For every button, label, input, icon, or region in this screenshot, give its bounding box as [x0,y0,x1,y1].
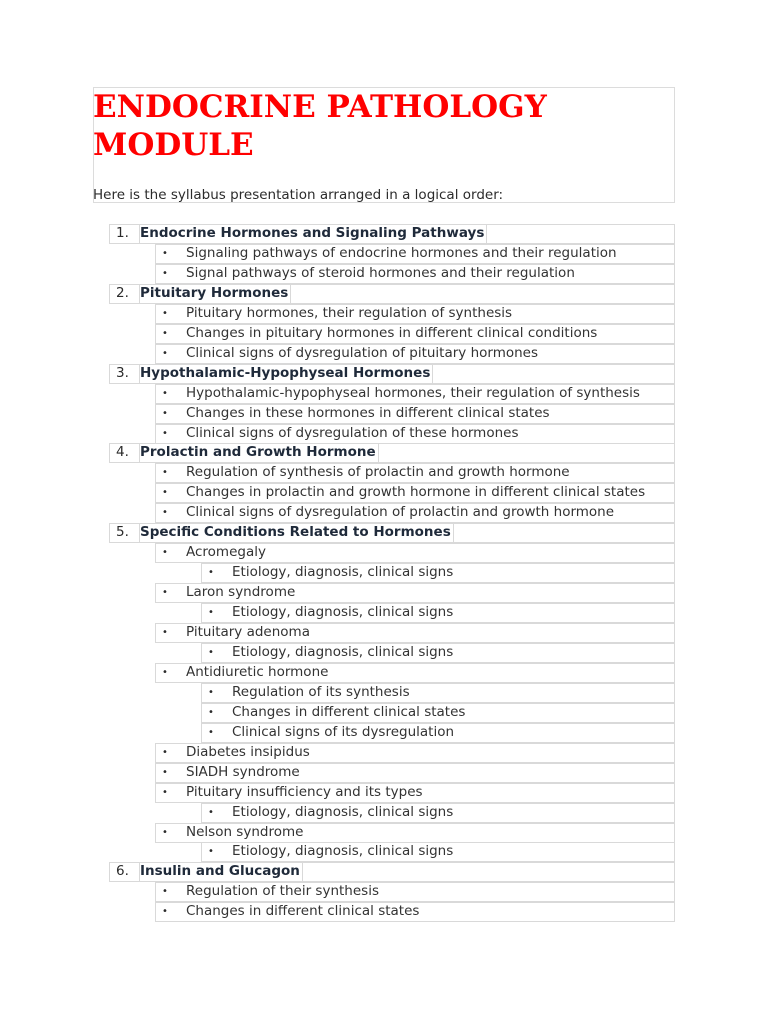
title-line-1: ENDOCRINE PATHOLOGY [93,89,547,125]
item-text: Acromegaly [186,544,266,561]
list-item [0,823,768,843]
list-item [0,503,768,523]
section-title: Insulin and Glucagon [139,862,303,881]
section-title: Pituitary Hormones [139,284,291,303]
list-item [0,424,768,444]
item-text: Signaling pathways of endocrine hormones and their regulation [186,244,617,261]
intro-text: Here is the syllabus presentation arranged in a logical order: [93,187,504,203]
bullet-icon: • [162,487,168,499]
list-item [0,404,768,424]
sub-item-text: Etiology, diagnosis, clinical signs [232,643,454,660]
sub-list-item [0,643,768,663]
list-item [0,384,768,404]
list-item [0,344,768,364]
item-text: SIADH syndrome [186,763,300,780]
section-heading-row [0,284,768,304]
bullet-icon: • [208,646,214,658]
section-heading-row [0,364,768,384]
list-item [0,763,768,783]
list-item [0,882,768,902]
bullet-icon: • [162,307,168,319]
bullet-icon: • [162,786,168,798]
section-number: 3. [116,364,129,381]
section-number: 1. [116,225,129,241]
list-item [0,244,768,264]
sub-item-text: Etiology, diagnosis, clinical signs [232,803,454,820]
list-item [0,264,768,284]
section-heading-row [0,224,768,244]
item-text: Changes in these hormones in different clinical states [186,404,550,421]
sub-list-item [0,842,768,862]
bullet-icon: • [162,507,168,519]
item-text: Regulation of synthesis of prolactin and growth hormone [186,464,570,481]
item-text: Pituitary hormones, their regulation of synthesis [186,304,513,321]
bullet-icon: • [162,627,168,638]
item-text: Nelson syndrome [186,823,304,840]
section-title: Specific Conditions Related to Hormones [139,523,454,542]
section-number: 5. [116,524,129,541]
item-text: Changes in prolactin and growth hormone in different clinical states [186,484,646,501]
bullet-icon: • [208,726,214,738]
item-text: Antidiuretic hormone [186,663,329,680]
item-text: Clinical signs of dysregulation of prolactin and growth hormone [186,504,615,521]
bullet-icon: • [162,407,168,419]
title-line-2: MODULE [93,127,254,163]
section-number: 6. [116,863,129,880]
bullet-icon: • [162,886,168,898]
list-item [0,783,768,803]
bullet-icon: • [162,347,168,359]
list-item [0,623,768,643]
list-item [0,663,768,683]
bullet-icon: • [162,766,168,778]
sub-item-text: Etiology, diagnosis, clinical signs [232,564,454,581]
bullet-icon: • [162,387,168,399]
item-text: Clinical signs of dysregulation of these hormones [186,424,519,441]
list-item [0,543,768,563]
list-item [0,902,768,922]
section-title: Endocrine Hormones and Signaling Pathways [139,224,487,243]
sub-item-text: Clinical signs of its dysregulation [232,723,455,740]
section-heading-row [0,862,768,882]
sub-item-text: Changes in different clinical states [232,703,466,720]
bullet-icon: • [162,906,168,918]
section-title: Hypothalamic-Hypophyseal Hormones [139,364,433,383]
list-item [0,583,768,603]
section-number: 2. [116,284,129,301]
bullet-icon: • [162,247,168,259]
list-item [0,483,768,503]
bullet-icon: • [162,826,168,838]
section-heading-row [0,523,768,543]
sub-list-item [0,563,768,583]
sub-list-item [0,803,768,823]
bullet-icon: • [208,706,214,718]
bullet-icon: • [162,267,168,279]
bullet-icon: • [162,587,168,599]
bullet-icon: • [208,567,214,579]
sub-list-item [0,723,768,743]
bullet-icon: • [162,427,168,439]
item-text: Diabetes insipidus [186,743,310,760]
bullet-icon: • [162,666,168,678]
sub-item-text: Regulation of its synthesis [232,683,410,700]
sub-list-item [0,683,768,703]
sub-item-text: Etiology, diagnosis, clinical signs [232,604,454,621]
item-text: Pituitary adenoma [186,624,310,640]
bullet-icon: • [162,746,168,758]
item-text: Changes in different clinical states [186,903,420,920]
item-text: Regulation of their synthesis [186,883,379,900]
list-item [0,463,768,483]
list-item [0,304,768,324]
list-item [0,324,768,344]
sub-list-item [0,703,768,723]
item-text: Laron syndrome [186,584,296,601]
bullet-icon: • [208,806,214,818]
section-heading-row [0,443,768,463]
section-title: Prolactin and Growth Hormone [139,443,379,462]
sub-item-text: Etiology, diagnosis, clinical signs [232,843,454,860]
bullet-icon: • [208,846,214,858]
section-number: 4. [116,444,129,461]
sub-list-item [0,603,768,623]
bullet-icon: • [162,547,168,559]
item-text: Pituitary insufficiency and its types [186,783,423,800]
bullet-icon: • [162,467,168,479]
item-text: Hypothalamic-hypophyseal hormones, their regulation of synthesis [186,384,640,401]
bullet-icon: • [162,327,168,339]
item-text: Changes in pituitary hormones in different clinical conditions [186,324,598,341]
item-text: Signal pathways of steroid hormones and their regulation [186,264,575,281]
list-item [0,743,768,763]
bullet-icon: • [208,607,214,619]
item-text: Clinical signs of dysregulation of pituitary hormones [186,344,539,361]
bullet-icon: • [208,686,214,698]
